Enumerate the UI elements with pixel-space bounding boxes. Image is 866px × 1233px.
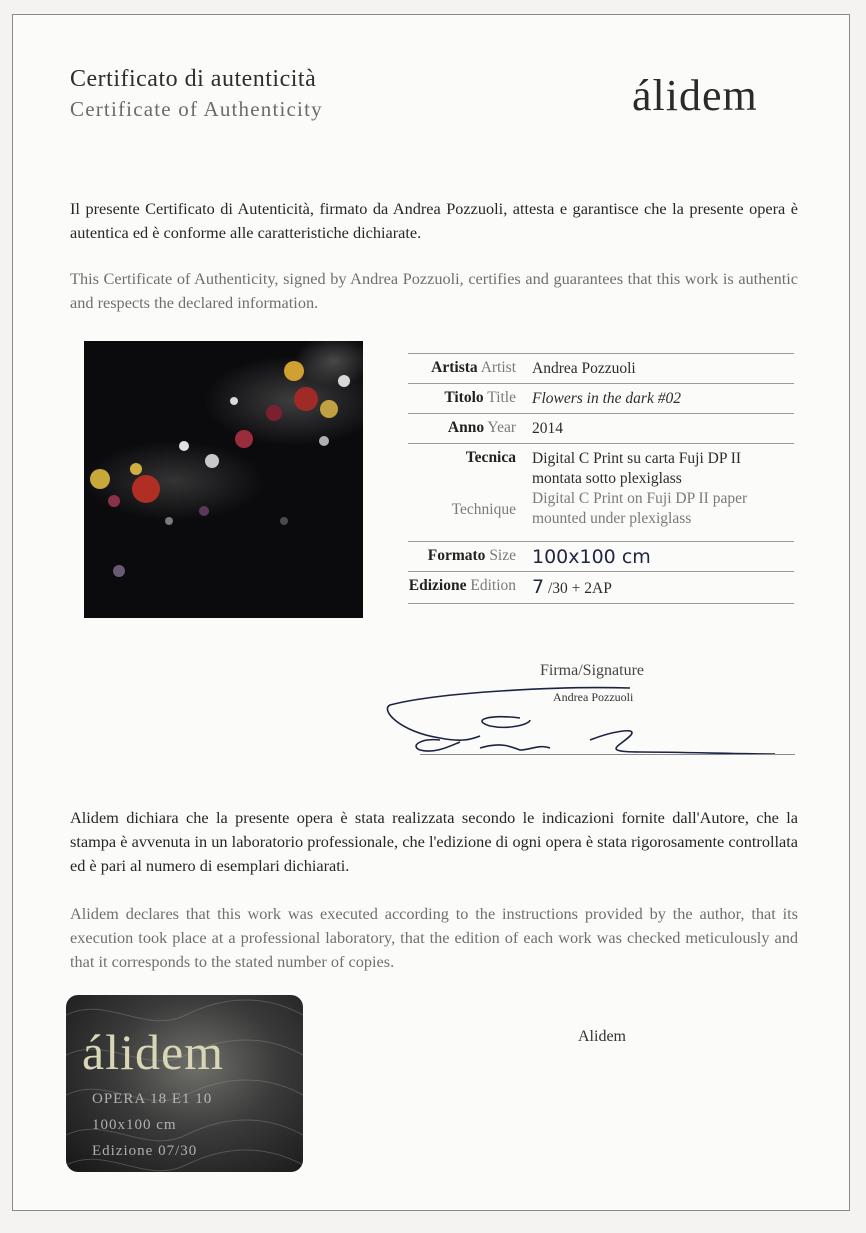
value-technique-it: Digital C Print su carta Fuji DP II montata sotto plexiglass: [532, 450, 742, 487]
value-edition-handwritten: 7: [532, 576, 545, 598]
title-english: Certificate of Authenticity: [70, 97, 323, 121]
seal-line-2: 100x100 cm: [92, 1117, 177, 1133]
issuer-name: Alidem: [578, 1028, 626, 1045]
alidem-logo: álidem: [632, 71, 758, 120]
seal-line-3: Edizione 07/30: [92, 1143, 198, 1159]
label-technique-it: Tecnica: [465, 449, 516, 466]
value-title: Flowers in the dark #02: [532, 390, 681, 407]
label-edition-en: Edition: [470, 577, 516, 594]
details-table: [408, 353, 794, 604]
intro-english: This Certificate of Authenticity, signed by Andrea Pozzuoli, certifies and guarantees that this work is authentic and respects the declared information.: [70, 269, 798, 312]
row-technique: [408, 443, 794, 541]
title-italian: Certificato di autenticità: [70, 66, 317, 92]
label-artist-it: Artista: [431, 359, 478, 376]
label-artist-en: Artist: [480, 359, 516, 376]
closing-english: Alidem declares that this work was executed according to the instructions provided by the author, that its execution took place at a professional laboratory, that the edition of each work was checked meticulously and that it corresponds to the stated number of copies.: [70, 904, 798, 971]
seal-line-1: OPERA 18 E1 10: [92, 1091, 213, 1107]
label-size-it: Formato: [427, 547, 486, 564]
label-size-en: Size: [489, 547, 516, 564]
closing-italian: Alidem dichiara che la presente opera è stata realizzata secondo le indicazioni fornite dall'Autore, che la stampa è avvenuta in un laboratorio professionale, che l'edizione di ogni opera è stata rigorosamente controllata ed è pari al numero di esemplari dichiarati.: [70, 808, 798, 875]
label-year-it: Anno: [447, 419, 485, 436]
flowers-photo: [84, 341, 363, 618]
label-year-en: Year: [487, 419, 516, 436]
intro-italian: Il presente Certificato di Autenticità, firmato da Andrea Pozzuoli, attesta e garantisce che la presente opera è autentica ed è conforme alle caratteristiche dichiarate.: [70, 199, 798, 242]
handwritten-signature: [380, 680, 780, 760]
seal-logo: álidem: [82, 1024, 225, 1080]
label-edition-it: Edizione: [408, 577, 467, 594]
row-size: [408, 541, 794, 571]
signature-name: Andrea Pozzuoli: [553, 690, 634, 704]
signature-line: [420, 754, 795, 755]
hologram-seal: [66, 995, 303, 1172]
artwork-image: [84, 341, 363, 618]
value-year: 2014: [532, 420, 563, 437]
row-year: [408, 413, 794, 443]
signature-label: Firma/Signature: [540, 662, 644, 679]
row-edition: [408, 571, 794, 604]
value-technique-en: Digital C Print on Fuji DP II paper mounted under plexiglass: [532, 490, 748, 527]
label-title-it: Titolo: [444, 389, 484, 406]
row-artist: [408, 353, 794, 383]
value-artist: Andrea Pozzuoli: [532, 360, 636, 377]
value-edition: /30 + 2AP: [547, 580, 612, 597]
label-title-en: Title: [487, 389, 516, 406]
row-title: [408, 383, 794, 413]
label-technique-en: Technique: [451, 501, 516, 518]
value-size-handwritten: 100x100 cm: [532, 546, 651, 568]
